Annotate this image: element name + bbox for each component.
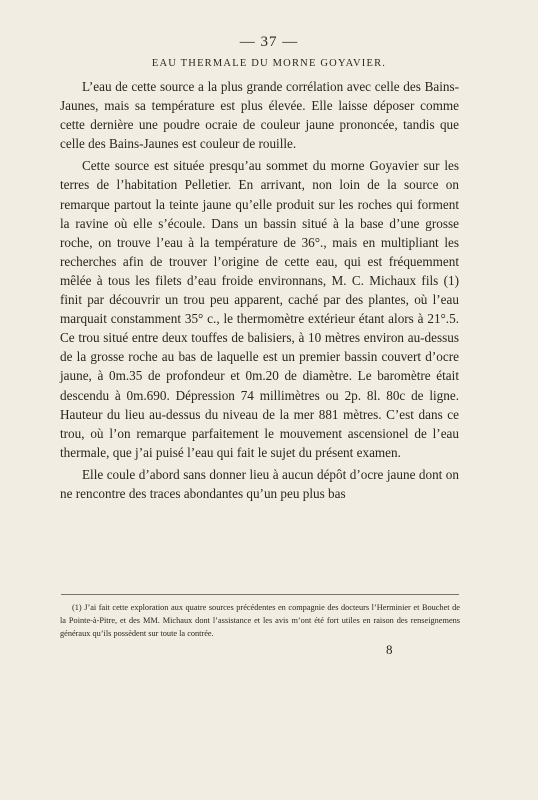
footnote-text: (1) J’ai fait cette exploration aux quatre sources précédentes en compagnie des docteurs l’Herminier et Bouchet de la Pointe-à-Pitre, et des MM. Michaux dont l’assistance et les avis m’ont été fort utiles en raison des renseignemens généraux qu’ils possèdent sur toute la contrée. [60, 603, 460, 638]
page-number: — 37 — [239, 34, 299, 50]
paragraph-1: L’eau de cette source a la plus grande corrélation avec celle des Bains-Jaunes, mais sa température est plus élevée. Elle laisse déposer comme cette dernière une poudre ocraie de couleur jaune prononcée, tandis que celle des Bains-Jaunes est couleur de rouille. [60, 79, 459, 152]
paragraph-2: Cette source est située presqu’au sommet du morne Goyavier sur les terres de l’habitation Pelletier. En arrivant, non loin de la source on remarque partout la teinte jaune qu’elle produit sur les roches qui forment la ravine où elle s’écoule. Dans un bassin situé à la base d’une grosse roche, on trouve l’eau à la température de 36°., mais en multipliant les recherches afin de trouver l’origine de cette eau, qui est fréquemment mêlée à tous les filets d’eau froide environnans, M. C. Michaux fils (1) finit par découvrir un trou peu apparent, caché par des plantes, où l’eau marquait constamment 35° c., le thermomètre extérieur étant alors à 21°.5. Ce trou situé entre deux touffes de balisiers, à 10 mètres environ au-dessus de la grosse roche au bas de laquelle est un premier bassin couvert d’ocre jaune, à 0m.35 de profondeur et 0m.20 de diamètre. Le baromètre était descendu à 0m.690. Dépression 74 millimètres ou 2p. 8l. 80c de ligne. Hauteur du lieu au-dessus du niveau de la mer 881 mètres. C’est dans ce trou, où l’on remarque parfaitement le mouvement ascensionel de l’eau thermale, que j’ai puisé l’eau qui fait le sujet du présent examen. [60, 158, 459, 460]
signature-mark: 8 [386, 642, 393, 657]
footnote [60, 602, 460, 640]
body-text [60, 77, 459, 503]
paragraph-3: Elle coule d’abord sans donner lieu à aucun dépôt d’ocre jaune dont on ne rencontre des traces abondantes qu’un peu plus bas [60, 466, 459, 501]
footnote-divider [61, 594, 459, 595]
section-title: EAU THERMALE DU MORNE GOYAVIER. [151, 58, 387, 69]
